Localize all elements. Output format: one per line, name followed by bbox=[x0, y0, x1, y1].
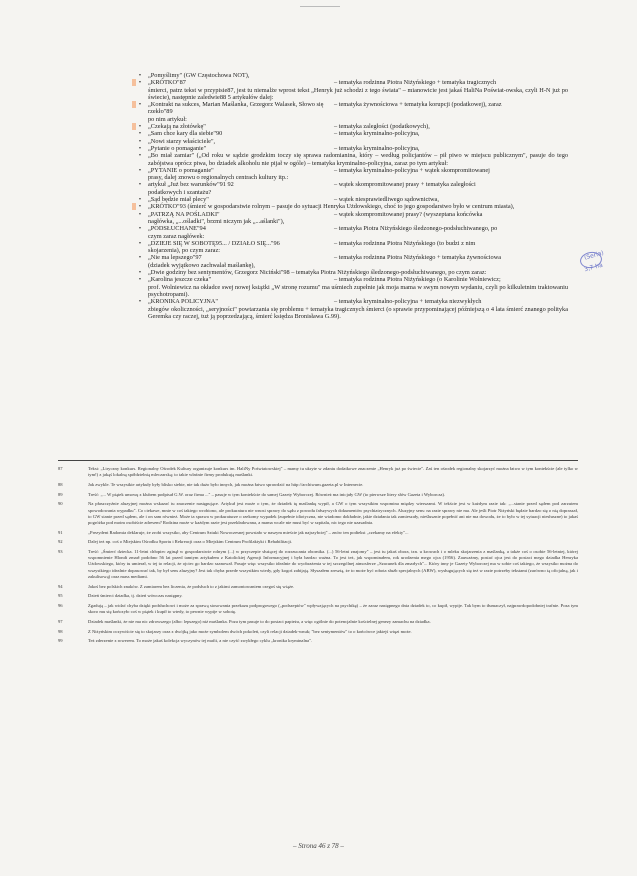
footnote-text: „Prezydent Radomia deklaruje, że zrobi wszystko, aby Centrum Sztuki Nowoczesnej powstało w naszym mieście jak najszybciej" – znów ten podtekst „czekamy na efekty"... bbox=[88, 529, 409, 535]
item-topic: – tematyka żywnościowa + tematyka korupcji (podatkowej), zaraz bbox=[334, 101, 502, 109]
bullet-icon: • bbox=[138, 72, 142, 79]
item-title: „DZIEJE SIĘ W SOBOTĘ95... / DZIAŁO SIĘ..."96 bbox=[148, 239, 280, 247]
item-title: „KRÓTKO"87 bbox=[148, 79, 186, 87]
footnote-text: Tekst: „Liryczny konkurs. Regionalny Ośrodek Kultury organizuje konkurs im. HaliNy Poświatowskiej" – mamy tu ukryte w zdaniu dodatkowe znaczenie „Henryk już po świecie". Zaś ten ośrodek regionalny skojarzyć można łatwo w tym kontekście (ale tylko w tym!) z jakąś lokalną spółdzielnią mleczarską; to takie właśnie firmy produkują maślanki. bbox=[88, 466, 578, 478]
footnote bbox=[58, 629, 578, 635]
item-topic: – tematyka rodzinna Piotra Niżyńskiego (to budzi z nim bbox=[334, 239, 476, 247]
footnote-number: 96 bbox=[58, 602, 63, 608]
handwritten-note-2: 3,7 ha bbox=[583, 261, 604, 274]
footnote-text: Dalej też np. coś o Miejskim Ośrodku Sportu i Rekreacji oraz o Miejskim Centrum Profilaktyki i Rehabilitacji. bbox=[88, 539, 293, 545]
footnote bbox=[58, 593, 578, 599]
item-text: nagłówka, „...ośladki", brzmi niczym jak „...aślanki"), bbox=[148, 217, 285, 225]
bullet-icon: • bbox=[138, 254, 142, 262]
bullet-icon: • bbox=[138, 196, 142, 204]
footnote-text: Zgadują – jak widać chyba dzięki podsłuchowi i może za sprawą stosowania przekazu podprogowego („podszeptów" wpływających na psychikę) – że zaraz następnego dnia dziadek to, co kupił, wypije. Tak bym to tłumaczył, najprawdopodobniej trafnie. Poza tym skoro mu się kończyło coś w piątek i kupił to wtedy, to pewnie wypije w sobotę. bbox=[88, 602, 578, 615]
page-top-mark bbox=[300, 6, 340, 7]
footnote-number: 87 bbox=[58, 466, 63, 471]
item-title: „Czekają na złotówkę" bbox=[148, 123, 206, 131]
footnote bbox=[58, 619, 578, 625]
item-topic: – tematyka kryminalno-policyjna, bbox=[334, 130, 420, 138]
item-text: zbiegów okoliczności, „seryjności" powtarzania się problemu + tematyka tragicznych śmierci (o sprawie przypominającej późniejszą o 4 lata śmierć znanego polityka Geremka czy raczej, tuż ją poprzedzającą, śmierć księdza Bronisława G.99). bbox=[148, 305, 568, 320]
footnote bbox=[58, 603, 578, 615]
item-text: po nim artykuł: bbox=[148, 115, 187, 123]
footnote bbox=[58, 584, 578, 590]
list-item bbox=[138, 210, 568, 226]
article-list bbox=[138, 72, 568, 320]
item-text: „Dwie godziny bez sentymentów, Grzegorz Niciński"98 – tematyka Piotra Niżyńskiego śledzonego-podsłuchiwanego, po czym zaraz: bbox=[148, 269, 487, 277]
footnote-text: Jak zwykle. Te wszystkie artykuły były blisko siebie, nie tak dużo było innych, jak można łatwo sprawdzić na http://archiwum.gazeta.pl w Internecie. bbox=[88, 481, 364, 487]
bullet-icon: • bbox=[138, 181, 142, 189]
footnote bbox=[58, 530, 578, 536]
list-item bbox=[138, 181, 568, 196]
bullet-icon: • bbox=[138, 144, 142, 152]
handwritten-note-1: (Seria) bbox=[583, 249, 605, 262]
bullet-icon: • bbox=[138, 166, 142, 174]
item-topic: – tematyka kryminalno-policyjna, bbox=[334, 144, 420, 152]
bullet-icon: • bbox=[138, 152, 142, 160]
item-topic: – tematyka kryminalno-policyjna + wątek skompromitowanej bbox=[334, 166, 490, 174]
item-text: czym zaraz nagłówek: bbox=[148, 232, 205, 240]
footnote-number: 89 bbox=[58, 491, 63, 497]
list-item bbox=[138, 79, 568, 101]
footnote bbox=[58, 492, 578, 498]
highlight-mark bbox=[132, 101, 136, 108]
list-item bbox=[138, 225, 568, 240]
list-item bbox=[138, 152, 568, 167]
item-topic: – wątek skompromitowanej prasy + tematyka zaległości bbox=[334, 181, 476, 189]
footnote bbox=[58, 539, 578, 545]
bullet-icon: • bbox=[138, 123, 142, 131]
footnote-text: Treść: „... W piątek umowę z klubem podpisał G.W. oraz firma ..." – pasuje w tym kontekście do samej Gazety Wyborczej. Również ma inicjały GW (to pierwsze litery słów Gazeta i Wyborcza). bbox=[88, 491, 446, 497]
item-text: prasy, dalej znowu o regionalnych centrach kultury itp.: bbox=[148, 174, 289, 182]
bullet-icon: • bbox=[138, 239, 142, 247]
highlight-mark bbox=[132, 123, 136, 130]
item-title: „Sąd będzie miał plecy" bbox=[148, 196, 209, 204]
item-topic: – tematyka Piotra Niżyńskiego śledzonego-podsłuchiwanego, po bbox=[334, 225, 498, 233]
item-title: „Nie ma lepszego"97 bbox=[148, 254, 202, 262]
footnote-text: Na płaszczyźnie aluzyjnej można wskazać tu znaczenie następujące. Artykuł jest może o tym, że dziadek tę maślankę wypił, a GW o tym wszystkim wspomina między wierszami. W tekście jest w każdym razie tak: „...stanie przed sądem pod zarzutem spowodowania wypadku". Co ciekawe, mnie w coś takiego wrobiono, ale prokuratura nie wnosi sprawy do sądu z powodu fałszywych dokumentów psychiatrycznych. Aluzyjny sens: na razie sprawy nie ma. Ale jeśli Piotr Niżyński będzie bardzo się o nią dopraszał, to GW stanie przed sądem, ale i on sam również. Może ta sprawa w prokuraturze o rzekomy wypadek (zupełnie idiotyczna, nie wiadomo dokładnie, jakie działania tak zamieszały, nieślusznie popełnić ani nie ma dowodu, że to było w tej sytuacji niesłuszne) to jakaś pogróżka pod moim osobiście adresem? Rodzina może w każdym razie jest przekładowana, a mama wcale nie musi być w szpitalu, nic tego nie uzasadnia. bbox=[88, 501, 578, 525]
list-item bbox=[138, 123, 568, 131]
footnote-number: 91 bbox=[58, 529, 63, 535]
item-topic: – tematyka zaległości (podatkowych), bbox=[334, 123, 430, 131]
list-item bbox=[138, 101, 568, 123]
footnote-number: 88 bbox=[58, 481, 63, 487]
item-title: „PATRZĄ NA POŚLADKI" bbox=[148, 210, 220, 218]
footnote-text: Dzień śmierci dziadka, tj. dzień wówczas następny. bbox=[88, 593, 183, 599]
item-title: „Nowi starzy właściciele", bbox=[148, 137, 216, 145]
list-item bbox=[138, 276, 568, 298]
item-topic: – tematyka rodzinna Piotra Niżyńskiego + tematyka tragicznych bbox=[334, 79, 497, 87]
item-topic: – tematyka rodzinna Piotra Niżyńskiego + tematyka żywnościowa bbox=[334, 254, 502, 262]
footnote-text: Jakoś bez polskich znaków. Z zamiarem bez liczenia, że podsłuch to z jakimi zamontowaniem czegoś się wiąże. bbox=[88, 583, 295, 589]
bullet-icon: • bbox=[138, 101, 142, 109]
list-item bbox=[138, 166, 568, 182]
item-text: skojarzenia), po czym zaraz: bbox=[148, 247, 221, 255]
item-topic: – wątek niesprawiedliwego sądownictwa, bbox=[334, 196, 439, 204]
list-item bbox=[138, 269, 568, 277]
highlight-mark bbox=[132, 203, 136, 210]
footnote-number: 98 bbox=[58, 628, 63, 634]
item-title: „Kontrakt na sukces, Marian Maślanka, Grzegorz Walasek, Słowo się rzekło"89 bbox=[148, 101, 324, 116]
item-title: „Sam chce kary dla siebie"90 bbox=[148, 130, 223, 138]
item-title: „PODSŁUCHANE"94 bbox=[148, 225, 206, 233]
item-title: „KRONIKA POLICYJNA" bbox=[148, 298, 218, 306]
bullet-icon: • bbox=[138, 298, 142, 306]
list-item bbox=[138, 72, 568, 79]
footnote-text: Dziadek maślanki, że nie ma nic zdrowszego (albo: lepszego) niż maślanka. Poza tym pasuje to do postaci papieża, a więc ogólnie do potencjalnie kościelnej genezy zamachu na dziadka. bbox=[88, 618, 431, 624]
footnote bbox=[58, 549, 578, 580]
item-title: „Pomyślimy" (GW Częstochowa NOT), bbox=[148, 72, 250, 79]
list-item bbox=[138, 239, 568, 255]
item-text: podatkowych i szantażu? bbox=[148, 188, 212, 196]
item-topic: – tematyka rodzinna Piotra Niżyńskiego (o Karolinie Wolniewicz; bbox=[334, 276, 501, 284]
item-topic: – tematyka kryminalno-policyjna + tematyka niezwykłych bbox=[334, 298, 482, 306]
bullet-icon: • bbox=[138, 137, 142, 145]
footnote-number: 92 bbox=[58, 539, 63, 545]
item-text: prof. Wolniewicz na okładce swej nowej książki „W stronę rozumu" ma uśmiech zupełnie jak moja mama w swym nowym wydaniu, czyli po kilkuletnim traktowaniu psychotropami). bbox=[148, 283, 568, 298]
bullet-icon: • bbox=[138, 276, 142, 284]
footnote-text: Też zderzenie z rowerem. To może jakaś kolekcja wyczynów tej mafii, a nie czyść zwykłego cyklu „kronika kryminalna". bbox=[88, 638, 313, 644]
bullet-icon: • bbox=[138, 225, 142, 233]
item-title: „Karolina jeszcze czeka" bbox=[148, 276, 212, 284]
footnote bbox=[58, 482, 578, 488]
item-text: (dziadek wyjątkowo zachwalał maślankę), bbox=[148, 261, 256, 269]
footnote-text: Treść: „Śmierć dziecka. 11-letni chłopiec zginął w gospodarstwie rolnym (...) w przyczepie służącej do rozrzucania obornika. (...) 56-letni znajomy" – jest tu jakaś obora, tzn. u krowach i o mleku skojarzenia z maślanką, a także coś o osobie 56-letniej, której wspomnienie Hlondt zmarł podobno 56 lat przed tamtym artykułem z Katolickiej Agencji Informacyjnej i była bardzo ważna. To jest też, jak wspominałem, rok urodzenia mego ojca (1956). Zauważmy, postać ojca jest do postaci mego dziadka Henryka Użdowskiego, który tu umierał, w tej to relacji, że ojciec go bardzo szanował. Pasuje więc wszystko idealnie do wyobrażenia w tej szczególnej atmosferze „Szacunek dla zmarłych"... Który inny je Gazety Wyborczej ma w sobie coś takiego, że wszystko można do wszystkiego idealnie dopasować tak, by był sens aluzyjny? Jest tak chyba przede wszystkim wtedy, gdy kogoś zabijają. Słyszałem zresztą, że to może być robota służb specjalnych (ABW), wysługujących się też w razie potrzeby tekstami (zarówno tą oficjalną, jak i zakulisową) oraz mass mediami. bbox=[88, 549, 578, 579]
item-text: „Bo miał zamiar" („Od roku w sądzie grodzkim toczy się sprawa radomianina, który – według policjantów – pił piwo w miejscu publicznym", pasuje do tego zabójstwa oprócz piwa, bo dziadek alkoholu nie pijał w ogóle) – tematyka kryminalno-policyjna, zaraz po tym artykuł: bbox=[148, 152, 568, 167]
item-text: śmierci, patrz tekst w przypisie87, jest tu niemalże wprost tekst „Henryk już schodzi z tego świata" – mianowicie jest jakaś HaliNa Poświat-owska, czyli H-N już po świecie), następnie zaledwie88 5 artykułów dalej: bbox=[148, 86, 568, 101]
footnote-separator bbox=[58, 460, 578, 461]
list-item bbox=[138, 137, 568, 145]
footnote-number: 90 bbox=[58, 501, 63, 507]
item-title: „Pytanie o pomaganie" bbox=[148, 144, 207, 152]
list-item bbox=[138, 298, 568, 320]
footnote-number: 94 bbox=[58, 583, 63, 589]
list-item bbox=[138, 203, 568, 211]
footnote-number: 97 bbox=[58, 618, 63, 624]
footnote bbox=[58, 501, 578, 526]
list-item bbox=[138, 130, 568, 138]
bullet-icon: • bbox=[138, 269, 142, 277]
item-text: „KRÓTKO"93 (śmierć w gospodarstwie rolnym – pasuje do sytuacji Henryka Użdowskiego, choć to jego gospodarstwo było w centrum miasta), bbox=[148, 203, 515, 211]
page-footer: – Strona 46 z 78 – bbox=[293, 842, 344, 850]
item-title: artykuł „Już bez warunków"91 92 bbox=[148, 181, 234, 189]
list-item bbox=[138, 254, 568, 269]
footnote-number: 99 bbox=[58, 638, 63, 644]
item-title: „PYTANIE o pomaganie" bbox=[148, 166, 214, 174]
bullet-icon: • bbox=[138, 210, 142, 218]
item-topic: – wątek skompromitowanej prasy? (wyszeptana końcówka bbox=[334, 210, 483, 218]
footnote-number: 95 bbox=[58, 593, 63, 599]
bullet-icon: • bbox=[138, 130, 142, 138]
footnote bbox=[58, 466, 578, 478]
footnote-number: 93 bbox=[58, 549, 63, 555]
footnote-text: Z Niżyńskim oczywiście się to skojarzy oraz z dwójką jako może symbolem dwóch pokoleń, czyli relacji dziadek-wnuk; "bez sentymentów" to o końcówce jakiejś więzi może. bbox=[88, 628, 412, 634]
footnote bbox=[58, 638, 578, 644]
highlight-mark bbox=[132, 79, 136, 86]
footnotes bbox=[58, 466, 578, 648]
bullet-icon: • bbox=[138, 203, 142, 211]
bullet-icon: • bbox=[138, 79, 142, 87]
list-item bbox=[138, 144, 568, 152]
